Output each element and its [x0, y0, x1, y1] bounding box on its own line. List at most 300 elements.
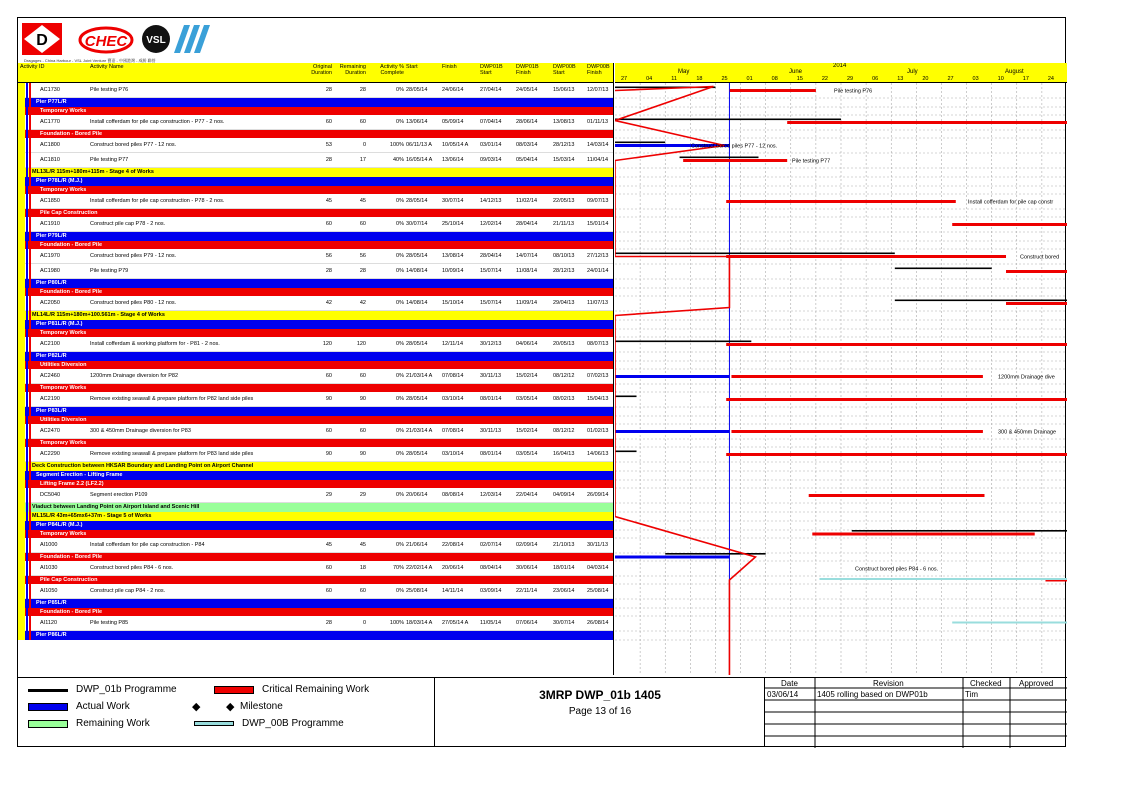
wbs-group-row: [18, 186, 614, 194]
timescale-week: 10: [997, 76, 1004, 82]
actual-work-bar: [615, 556, 729, 559]
dwp00b-finish: 11/04/14: [587, 157, 609, 163]
progress-line: [615, 87, 755, 676]
bar-label: Install cofferdam for pile cap constr: [968, 199, 1054, 206]
wbs-label: Temporary Works: [40, 385, 87, 391]
dwp00b-finish: 15/04/13: [587, 396, 609, 402]
left-band: [18, 83, 25, 640]
dwp00b-start: 15/03/14: [553, 157, 575, 163]
dwp00b-finish: 26/08/14: [587, 620, 609, 626]
wbs-label: ML13L/R 115m+180m+115m - Stage 4 of Works: [32, 169, 154, 175]
wbs-label: Pier P81L/R (M.J.): [36, 321, 83, 327]
dwp00b-bar: [819, 578, 1067, 580]
revision-table: [765, 677, 1067, 747]
dwp01b-start: 03/01/14: [480, 142, 502, 148]
wbs-group-row: [18, 530, 614, 538]
finish-date: 27/05/14 A: [442, 620, 469, 626]
original-duration: 28: [325, 268, 332, 274]
original-duration: 60: [325, 221, 332, 227]
dwp00b-finish: 24/01/14: [587, 268, 609, 274]
activity-name: Install cofferdam & working platform for - P81 - 2 nos.: [90, 341, 220, 347]
finish-date: 05/09/14: [442, 119, 464, 125]
percent-complete: 40%: [392, 157, 404, 163]
wbs-group-row: [18, 279, 614, 288]
percent-complete: 0%: [396, 253, 404, 259]
start-date: 28/05/14: [406, 396, 428, 402]
rev-header-revision: Revision: [873, 679, 904, 688]
schedule-sheet: [17, 17, 1066, 747]
activity-name: Construct bored piles P80 - 12 nos.: [90, 300, 177, 306]
rev-checked: Tim: [965, 690, 979, 699]
wbs-label: Temporary Works: [40, 187, 87, 193]
legend-remaining: Remaining Work: [76, 718, 150, 729]
finish-date: 22/08/14: [442, 542, 464, 548]
start-date: 21/03/14 A: [406, 373, 433, 379]
table-row: [18, 447, 614, 462]
wbs-label: Pier P80L/R: [36, 280, 67, 286]
dwp00b-start: 22/05/13: [553, 198, 575, 204]
wbs-group-row: [18, 462, 614, 471]
dwp00b-finish: 14/03/14: [587, 142, 609, 148]
original-duration: 45: [325, 542, 332, 548]
percent-complete: 0%: [396, 542, 404, 548]
activity-id: DC5040: [40, 492, 61, 498]
table-row: [18, 616, 614, 631]
dwp00b-finish: 27/12/13: [587, 253, 609, 259]
dwp00b-start: 16/04/13: [553, 451, 575, 457]
dwp01b-bar: [615, 119, 841, 121]
critical-bar: [1006, 270, 1067, 273]
activity-name: Construct bored piles P84 - 6 nos.: [90, 565, 174, 571]
remaining-duration: 45: [359, 198, 366, 204]
wbs-group-row: [18, 471, 614, 480]
legend-actual: Actual Work: [76, 701, 130, 712]
wbs-label: Segment Erection - Lifting Frame: [36, 472, 123, 478]
table-row: [18, 194, 614, 209]
start-date: 30/07/14: [406, 221, 428, 227]
timescale-week: 04: [646, 76, 653, 82]
legend-swatch-dwp00b: [194, 721, 234, 726]
dwp00b-finish: 12/07/13: [587, 87, 609, 93]
activity-id: AI1030: [40, 565, 58, 571]
dwp00b-start: 20/05/13: [553, 341, 575, 347]
activity-name: Install cofferdam for pile cap construction - P77 - 2 nos.: [90, 119, 225, 125]
col-start: Start: [406, 64, 418, 70]
table-row: [18, 115, 614, 130]
table-row: [18, 488, 614, 503]
table-header: [18, 63, 614, 83]
activity-id: AC1850: [40, 198, 60, 204]
wbs-label: Viaduct between Landing Point on Airport Island and Scenic Hill: [32, 504, 200, 510]
timescale-week: 20: [922, 76, 929, 82]
percent-complete: 0%: [396, 221, 404, 227]
wbs-label: Pier P84L/R (M.J.): [36, 522, 83, 528]
percent-complete: 100%: [389, 142, 404, 148]
wbs-label: Foundation - Bored Pile: [40, 131, 103, 137]
wbs-group-row: [18, 107, 614, 115]
activity-name: 300 & 450mm Drainage diversion for P83: [90, 428, 191, 434]
start-date: 13/06/14: [406, 119, 428, 125]
dwp01b-start: 11/05/14: [480, 620, 502, 626]
start-date: 28/05/14: [406, 451, 428, 457]
dwp00b-start: 21/11/13: [553, 221, 575, 227]
col-dwp01b-start: DWP01B Start: [480, 64, 503, 76]
timescale-year: 2014: [833, 63, 847, 69]
activity-name: Pile testing P77: [90, 157, 129, 163]
original-duration: 60: [325, 373, 332, 379]
left-band: [26, 83, 28, 640]
timescale-week: 15: [796, 76, 803, 82]
wbs-label: Foundation - Bored Pile: [40, 289, 103, 295]
start-date: 22/02/14 A: [406, 565, 433, 571]
dwp01b-finish: 30/06/14: [516, 565, 538, 571]
table-row: [18, 584, 614, 599]
remaining-duration: 90: [359, 451, 366, 457]
original-duration: 60: [325, 119, 332, 125]
svg-text:CHEC: CHEC: [84, 33, 128, 50]
timescale-month: May: [678, 69, 690, 75]
wbs-label: Temporary Works: [40, 531, 87, 537]
activity-id: AC2470: [40, 428, 60, 434]
table-row: [18, 337, 614, 352]
remaining-duration: 60: [359, 221, 366, 227]
wbs-label: Pier P82L/R: [36, 353, 67, 359]
bar-label: Pile testing P77: [792, 158, 831, 165]
original-duration: 60: [325, 565, 332, 571]
dwp01b-start: 15/07/14: [480, 268, 502, 274]
activity-id: AC1800: [40, 142, 60, 148]
critical-bar: [809, 494, 985, 497]
dwp01b-finish: 28/06/14: [516, 119, 538, 125]
activity-id: AC2460: [40, 373, 60, 379]
col-percent-complete: Activity % Complete: [380, 64, 404, 76]
dwp00b-finish: 15/01/14: [587, 221, 609, 227]
table-row: [18, 217, 614, 232]
wbs-group-row: [18, 177, 614, 186]
dwp01b-finish: 07/06/14: [516, 620, 538, 626]
original-duration: 120: [322, 341, 332, 347]
diamond-icon: ◆: [192, 701, 201, 713]
wbs-group-row: [18, 168, 614, 177]
remaining-duration: 60: [359, 428, 366, 434]
rev-description: 1405 rolling based on DWP01b: [817, 690, 928, 699]
original-duration: 28: [325, 620, 332, 626]
activity-id: AI1000: [40, 542, 58, 548]
dwp00b-start: 13/08/13: [553, 119, 575, 125]
critical-bar: [731, 430, 982, 433]
logo-bar: [22, 21, 322, 63]
activity-table: [18, 63, 614, 675]
wbs-label: Temporary Works: [40, 108, 87, 114]
start-date: 21/03/14 A: [406, 428, 433, 434]
wbs-group-row: [18, 329, 614, 337]
legend-swatch-actual: [28, 703, 68, 711]
finish-date: 10/05/14 A: [442, 142, 469, 148]
wbs-label: Deck Construction between HKSAR Boundary and Landing Point on Airport Channel: [32, 463, 254, 469]
remaining-duration: 18: [359, 565, 366, 571]
wbs-label: Foundation - Bored Pile: [40, 554, 103, 560]
critical-bar: [952, 223, 1067, 226]
dwp01b-bar: [680, 157, 759, 159]
dwp01b-bar: [895, 300, 1067, 302]
percent-complete: 100%: [389, 620, 404, 626]
original-duration: 53: [325, 142, 332, 148]
dwp01b-start: 27/04/14: [480, 87, 502, 93]
col-dwp00b-start: DWP00B Start: [553, 64, 576, 76]
wbs-label: Utilities Diversion: [40, 362, 87, 368]
rev-date: 03/06/14: [767, 690, 799, 699]
activity-id: AC2290: [40, 451, 60, 457]
dwp00b-finish: 01/02/13: [587, 428, 609, 434]
dwp00b-start: 28/12/13: [553, 142, 575, 148]
dwp01b-start: 12/03/14: [480, 492, 502, 498]
percent-complete: 0%: [396, 341, 404, 347]
remaining-duration: 42: [359, 300, 366, 306]
rev-header-checked: Checked: [970, 679, 1002, 688]
dwp01b-bar: [895, 268, 992, 270]
legend: [18, 677, 435, 747]
timescale-week: 17: [1022, 76, 1029, 82]
original-duration: 28: [325, 87, 332, 93]
dwp01b-bar: [615, 451, 637, 453]
dwp00b-finish: 30/11/13: [587, 542, 609, 548]
wbs-label: Pier P86L/R: [36, 632, 67, 638]
dwp01b-finish: 14/07/14: [516, 253, 538, 259]
dwp00b-start: 21/10/13: [553, 542, 575, 548]
finish-date: 14/11/14: [442, 588, 464, 594]
start-date: 28/05/14: [406, 253, 428, 259]
original-duration: 60: [325, 428, 332, 434]
table-row: [18, 369, 614, 384]
wbs-group-row: [18, 576, 614, 584]
dwp01b-start: 02/07/14: [480, 542, 502, 548]
page-number: Page 13 of 16: [568, 706, 632, 717]
activity-id: AC1910: [40, 221, 60, 227]
dwp00b-start: 08/10/13: [553, 253, 575, 259]
original-duration: 56: [325, 253, 332, 259]
timescale-week: 03: [972, 76, 979, 82]
dwp01b-finish: 05/04/14: [516, 157, 538, 163]
percent-complete: 0%: [396, 396, 404, 402]
timescale-week: 08: [771, 76, 778, 82]
remaining-duration: 28: [359, 268, 366, 274]
wbs-group-row: [18, 416, 614, 424]
dwp01b-finish: 04/06/14: [516, 341, 538, 347]
activity-name: 1200mm Drainage diversion for P82: [90, 373, 179, 379]
wbs-group-row: [18, 631, 614, 640]
remaining-duration: 56: [359, 253, 366, 259]
legend-dwp01b: DWP_01b Programme: [76, 684, 177, 695]
activity-name: Construct pile cap P78 - 2 nos.: [90, 221, 166, 227]
activity-name: Construct bored piles P79 - 12 nos.: [90, 253, 177, 259]
dwp01b-finish: 28/04/14: [516, 221, 538, 227]
dwp00b-finish: 26/09/14: [587, 492, 609, 498]
remaining-duration: 0: [362, 620, 366, 626]
table-row: [18, 424, 614, 439]
percent-complete: 0%: [396, 373, 404, 379]
start-date: 28/05/14: [406, 341, 428, 347]
legend-swatch-critical: [214, 686, 254, 694]
remaining-duration: 29: [359, 492, 366, 498]
timescale-week: 13: [897, 76, 904, 82]
wbs-label: Pier P79L/R: [36, 233, 67, 239]
activity-name: Construct bored piles P77 - 12 nos.: [90, 142, 177, 148]
wbs-label: Pier P85L/R: [36, 600, 67, 606]
legend-milestone: Milestone: [240, 701, 283, 712]
remaining-duration: 0: [362, 142, 366, 148]
chec-logo: [78, 25, 134, 55]
wbs-label: Pier P83L/R: [36, 408, 67, 414]
bar-label: Construct bored piles P77 - 12 nos.: [691, 143, 778, 150]
col-activity-id: Activity ID: [20, 64, 45, 70]
dwp01b-finish: 03/05/14: [516, 451, 538, 457]
activity-id: AC1730: [40, 87, 60, 93]
finish-date: 15/10/14: [442, 300, 464, 306]
activity-name: Pile testing P76: [90, 87, 129, 93]
rev-header-date: Date: [781, 679, 798, 688]
col-finish: Finish: [442, 64, 457, 70]
activity-id: AC2100: [40, 341, 60, 347]
dwp01b-finish: 15/02/14: [516, 373, 538, 379]
wbs-label: Foundation - Bored Pile: [40, 609, 103, 615]
critical-bar: [726, 398, 1067, 401]
wbs-group-row: [18, 480, 614, 488]
original-duration: 29: [325, 492, 332, 498]
dwp01b-start: 30/11/13: [480, 428, 502, 434]
legend-swatch-remaining: [28, 720, 68, 728]
activity-id: AC2190: [40, 396, 60, 402]
wbs-label: Pile Cap Construction: [40, 210, 98, 216]
dwp00b-finish: 14/06/13: [587, 451, 609, 457]
start-date: 18/03/14 A: [406, 620, 433, 626]
svg-text:VSL: VSL: [146, 35, 166, 46]
wbs-group-row: [18, 384, 614, 392]
start-date: 16/05/14 A: [406, 157, 433, 163]
timescale-month: July: [907, 69, 918, 75]
finish-date: 30/07/14: [442, 198, 464, 204]
wbs-group-row: [18, 311, 614, 320]
timescale-week: 24: [1047, 76, 1054, 82]
dwp00b-finish: 04/03/14: [587, 565, 609, 571]
bar-label: 1200mm Drainage dive: [998, 374, 1055, 381]
dwp01b-bar: [615, 142, 665, 144]
percent-complete: 0%: [396, 268, 404, 274]
col-activity-name: Activity Name: [90, 64, 124, 70]
wbs-label: Utilities Diversion: [40, 417, 87, 423]
dwp00b-finish: 11/07/13: [587, 300, 609, 306]
table-row: [18, 153, 614, 168]
dwp01b-finish: 11/02/14: [516, 198, 538, 204]
percent-complete: 0%: [396, 451, 404, 457]
dwp00b-start: 30/07/14: [553, 620, 575, 626]
timescale-week: 18: [696, 76, 703, 82]
legend-critical: Critical Remaining Work: [262, 684, 370, 695]
col-dwp01b-finish: DWP01B Finish: [516, 64, 539, 76]
activity-id: AC2050: [40, 300, 60, 306]
wbs-group-row: [18, 512, 614, 521]
col-remaining-duration: Remaining Duration: [339, 64, 366, 76]
dwp01b-bar: [615, 253, 895, 255]
wbs-group-row: [18, 553, 614, 561]
activity-name: Pile testing P79: [90, 268, 129, 274]
svg-text:D: D: [36, 32, 48, 49]
start-date: 28/05/14: [406, 87, 428, 93]
table-row: [18, 138, 614, 153]
activity-id: AI1120: [40, 620, 58, 626]
percent-complete: 0%: [396, 492, 404, 498]
timescale-header: [615, 63, 1067, 83]
wbs-group-row: [18, 439, 614, 447]
table-row: [18, 264, 614, 279]
wbs-group-row: [18, 599, 614, 608]
original-duration: 60: [325, 588, 332, 594]
finish-date: 13/06/14: [442, 157, 464, 163]
activity-id: AI1050: [40, 588, 58, 594]
dwp01b-finish: 11/08/14: [516, 268, 538, 274]
finish-date: 24/06/14: [442, 87, 464, 93]
remaining-duration: 60: [359, 119, 366, 125]
dwp01b-bar: [615, 396, 637, 398]
bar-label: 300 & 450mm Drainage: [998, 429, 1057, 436]
wbs-group-row: [18, 407, 614, 416]
dwp01b-start: 14/12/13: [480, 198, 502, 204]
wbs-label: Foundation - Bored Pile: [40, 242, 103, 248]
activity-name: Remove existing seawall & prepare platform for P83 land side piles: [90, 451, 254, 457]
activity-name: Pile testing P85: [90, 620, 129, 626]
dwp00b-finish: 07/02/13: [587, 373, 609, 379]
percent-complete: 0%: [396, 119, 404, 125]
percent-complete: 0%: [396, 87, 404, 93]
timescale-week: 06: [872, 76, 879, 82]
wbs-label: Pier P77L/R: [36, 99, 67, 105]
finish-date: 03/10/14: [442, 396, 464, 402]
activity-name: Construct pile cap P84 - 2 nos.: [90, 588, 166, 594]
activity-id: AC1770: [40, 119, 60, 125]
dwp01b-start: 12/02/14: [480, 221, 502, 227]
activity-name: Remove existing seawall & prepare platform for P82 land side piles: [90, 396, 254, 402]
wbs-group-row: [18, 352, 614, 361]
critical-bar: [726, 200, 956, 203]
bar-label: Pile testing P76: [834, 88, 873, 95]
wbs-group-row: [18, 608, 614, 616]
critical-bar: [726, 453, 1067, 456]
actual-work-bar: [615, 430, 729, 433]
critical-bar: [731, 375, 982, 378]
wbs-group-row: [18, 503, 614, 512]
dwp01b-finish: 08/03/14: [516, 142, 538, 148]
remaining-duration: 45: [359, 542, 366, 548]
critical-bar: [726, 255, 1006, 258]
critical-bar: [812, 533, 1034, 536]
table-row: [18, 538, 614, 553]
timescale-week: 11: [671, 76, 677, 82]
dwp01b-finish: 15/02/14: [516, 428, 538, 434]
finish-date: 13/08/14: [442, 253, 464, 259]
dwp01b-start: 08/01/14: [480, 451, 502, 457]
activity-id: AC1970: [40, 253, 60, 259]
finish-date: 25/10/14: [442, 221, 464, 227]
wbs-group-row: [18, 288, 614, 296]
wbs-label: Temporary Works: [40, 330, 87, 336]
wbs-group-row: [18, 232, 614, 241]
dwp01b-start: 07/04/14: [480, 119, 502, 125]
finish-date: 10/09/14: [442, 268, 464, 274]
finish-date: 07/08/14: [442, 373, 464, 379]
wbs-group-row: [18, 209, 614, 217]
dwp00b-finish: 25/08/14: [587, 588, 609, 594]
dwp00b-start: 08/02/13: [553, 396, 575, 402]
activity-name: Segment erection P109: [90, 492, 148, 498]
